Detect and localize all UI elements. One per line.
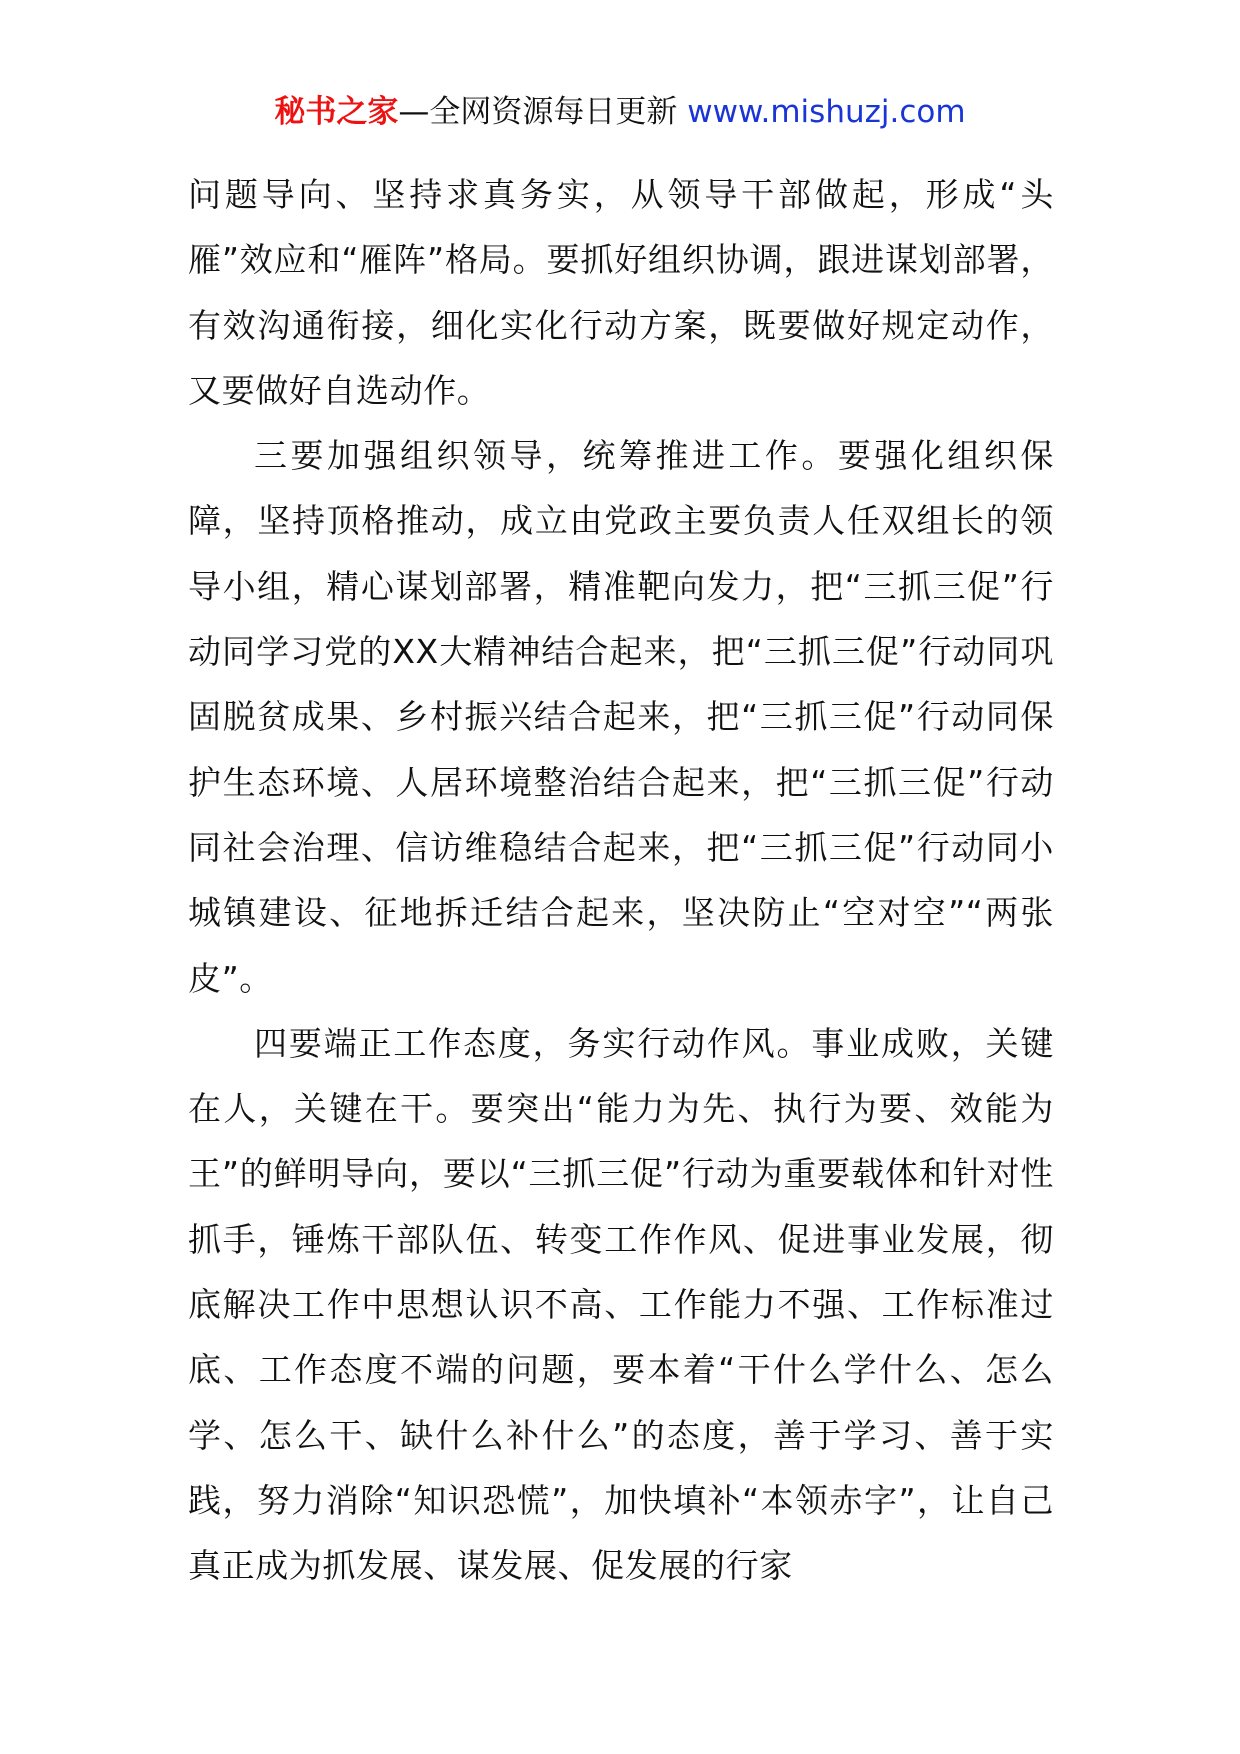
site-brand: 秘书之家 — [274, 94, 399, 130]
site-header — [0, 92, 1240, 132]
article-body — [188, 162, 1054, 1599]
paragraph-organization-leadership: 三要加强组织领导，统筹推进工作。要强化组织保障，坚持顶格推动，成立由党政主要负责人任双组长的领导小组，精心谋划部署，精准靶向发力，把“三抓三促”行动同学习党的XX大精神结合起来，把“三抓三促”行动同巩固脱贫成果、乡村振兴结合起来，把“三抓三促”行动同保护生态环境、人居环境整治结合起来，把“三抓三促”行动同社会治理、信访维稳结合起来，把“三抓三促”行动同小城镇建设、征地拆迁结合起来，坚决防止“空对空”“两张皮”。 — [188, 436, 1054, 998]
paragraph-work-attitude: 四要端正工作态度，务实行动作风。事业成败，关键在人，关键在干。要突出“能力为先、执行为要、效能为王”的鲜明导向，要以“三抓三促”行动为重要载体和针对性抓手，锤炼干部队伍、转变工作作风、促进事业发展，彻底解决工作中思想认识不高、工作能力不强、工作标准过底、工作态度不端的问题，要本着“干什么学什么、怎么学、怎么干、缺什么补什么”的态度，善于学习、善于实践，努力消除“知识恐慌”，加快填补“本领赤字”，让自己真正成为抓发展、谋发展、促发展的行家 — [188, 1023, 1054, 1586]
site-tagline: —全网资源每日更新 — [398, 94, 678, 130]
site-url-link[interactable]: www.mishuzj.com — [687, 94, 966, 130]
paragraph-continuation: 问题导向、坚持求真务实，从领导干部做起，形成“头雁”效应和“雁阵”格局。要抓好组织协调，跟进谋划部署，有效沟通衔接，细化实化行动方案，既要做好规定动作，又要做好自选动作。 — [188, 175, 1054, 410]
